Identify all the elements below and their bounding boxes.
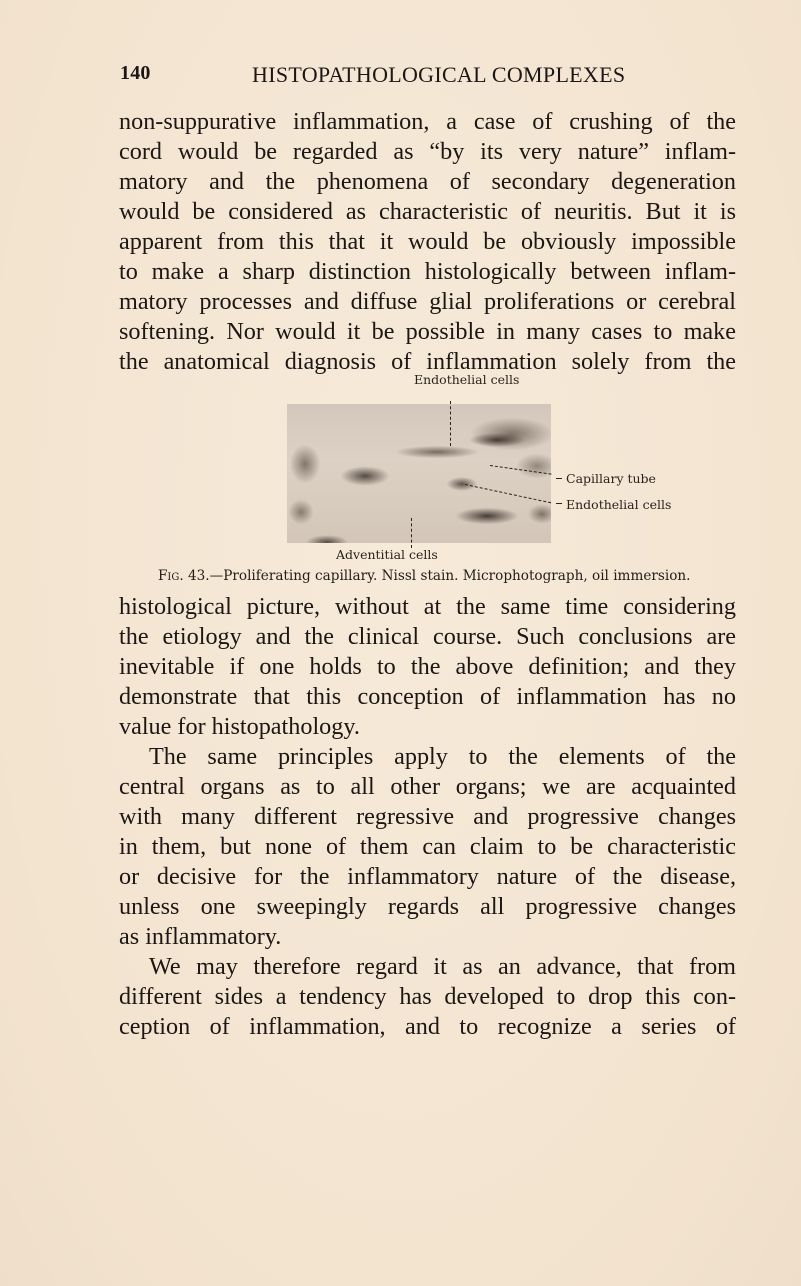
text-line: inevitable if one holds to the above definition; and they (119, 653, 736, 680)
text-line: apparent from this that it would be obviously impossible (119, 228, 736, 255)
text-line: as inflammatory. (119, 923, 282, 950)
text-line: ception of inflammation, and to recognize a series of (119, 1013, 736, 1040)
figure-number: Fig. 43. (158, 568, 210, 584)
text-line: central organs as to all other organs; we are acquainted (119, 773, 736, 800)
text-line: would be considered as characteristic of neuritis. But it is (119, 198, 736, 225)
figure-label-adventitial: Adventitial cells (336, 547, 438, 562)
paragraph-continued (119, 107, 736, 377)
paragraph-start-line: We may therefore regard it as an advance, that from (149, 953, 736, 980)
paragraph-start-line: The same principles apply to the elements of the (149, 743, 736, 770)
leader-line-top (450, 401, 451, 446)
microphotograph-image (287, 404, 551, 543)
running-title: HISTOPATHOLOGICAL COMPLEXES (252, 62, 626, 87)
running-head (120, 62, 700, 90)
leader-tick-capillary (556, 478, 562, 479)
leader-tick-endothelial (556, 503, 562, 504)
text-line: softening. Nor would it be possible in many cases to make (119, 318, 736, 345)
text-line: different sides a tendency has developed to drop this con- (119, 983, 736, 1010)
figure-label-capillary-tube: Capillary tube (566, 471, 656, 486)
text-line: the etiology and the clinical course. Such conclusions are (119, 623, 736, 650)
figure-label-endothelial-right: Endothelial cells (566, 497, 672, 512)
leader-line-bottom (411, 518, 412, 548)
leader-line-endothelial-right (465, 484, 551, 503)
caption-text: —Proliferating capillary. Nissl stain. Microphotograph, oil immersion. (209, 568, 691, 584)
text-line: or decisive for the inflammatory nature of the disease, (119, 863, 736, 890)
text-line: to make a sharp distinction histologically between inflam- (119, 258, 736, 285)
text-line: in them, but none of them can claim to be characteristic (119, 833, 736, 860)
text-line: cord would be regarded as “by its very nature” inflam- (119, 138, 736, 165)
page-number: 140 (120, 62, 151, 84)
text-line: unless one sweepingly regards all progressive changes (119, 893, 736, 920)
figure-caption (0, 568, 801, 584)
text-line: demonstrate that this conception of inflammation has no (119, 683, 736, 710)
figure-label-endothelial-top: Endothelial cells (414, 372, 520, 387)
text-line: histological picture, without at the same time considering (119, 593, 736, 620)
body-text (119, 592, 736, 1042)
text-line: value for histopathology. (119, 713, 360, 740)
text-line: matory and the phenomena of secondary degeneration (119, 168, 736, 195)
text-line: non-suppurative inflammation, a case of crushing of the (119, 108, 736, 135)
text-line: matory processes and diffuse glial proliferations or cerebral (119, 288, 736, 315)
leader-line-capillary (490, 465, 552, 475)
text-line: with many different regressive and progressive changes (119, 803, 736, 830)
text-line: the anatomical diagnosis of inflammation solely from the (119, 348, 736, 375)
